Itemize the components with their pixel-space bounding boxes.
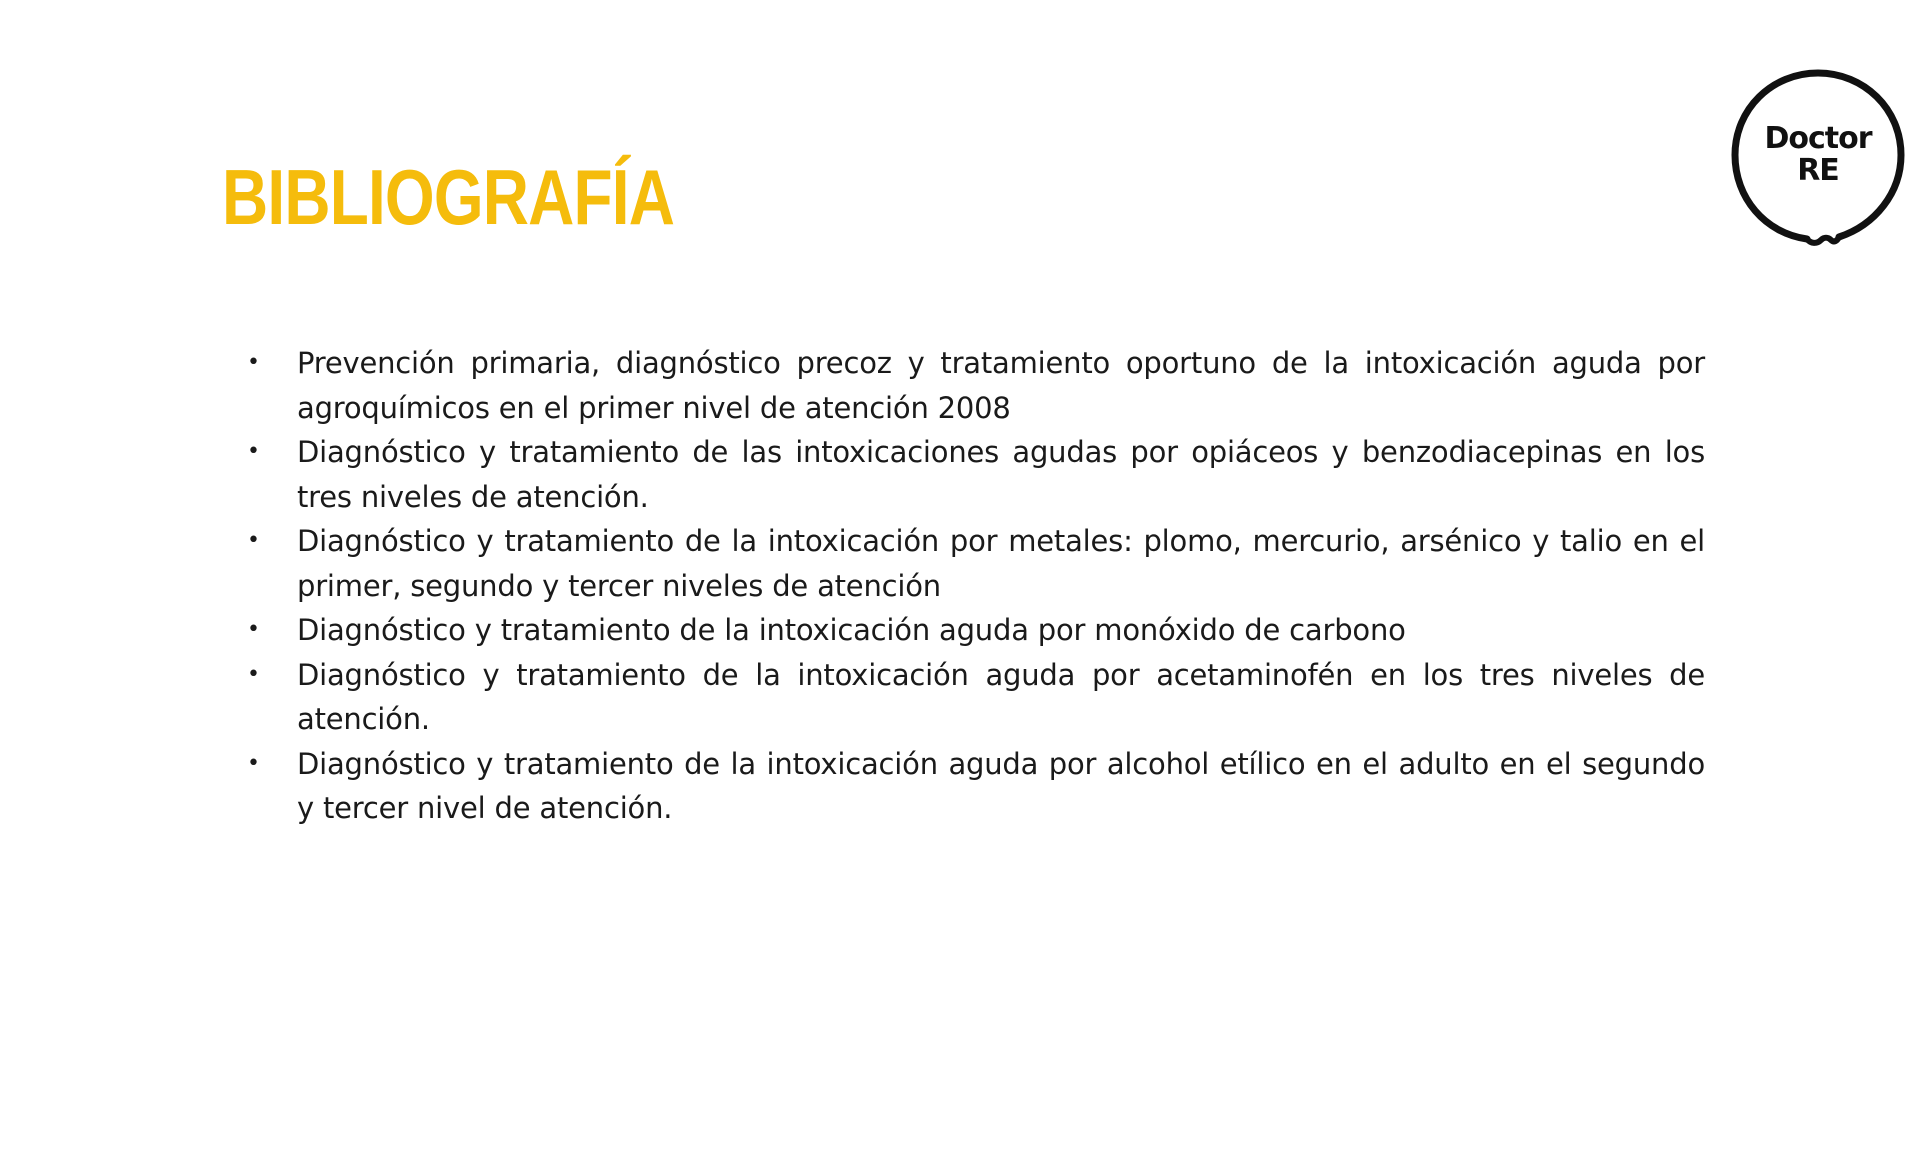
list-item bbox=[247, 608, 1705, 653]
reference-text: Diagnóstico y tratamiento de la intoxicación aguda por acetaminofén en los tres niveles de atención. bbox=[297, 657, 1705, 736]
list-item bbox=[247, 430, 1705, 519]
reference-text: Diagnóstico y tratamiento de la intoxicación aguda por alcohol etílico en el adulto en el segundo y tercer nivel de atención. bbox=[297, 746, 1705, 825]
reference-text: Diagnóstico y tratamiento de las intoxicaciones agudas por opiáceos y benzodiacepinas en los tres niveles de atención. bbox=[297, 435, 1705, 514]
reference-text: Diagnóstico y tratamiento de la intoxicación aguda por monóxido de carbono bbox=[297, 613, 1406, 647]
list-item bbox=[247, 341, 1705, 430]
logo-line-1: Doctor bbox=[1764, 121, 1872, 156]
bullet-icon: • bbox=[247, 750, 260, 776]
bullet-icon: • bbox=[247, 617, 260, 642]
bullet-icon: • bbox=[247, 350, 260, 375]
logo-line-2: RE bbox=[1797, 153, 1839, 188]
reference-text: Diagnóstico y tratamiento de la intoxicación por metales: plomo, mercurio, arsénico y talio en el primer, segundo y tercer niveles de atención bbox=[297, 524, 1705, 603]
doctor-re-logo bbox=[1725, 63, 1911, 249]
bullet-icon: • bbox=[247, 439, 260, 464]
logo-text bbox=[1725, 123, 1911, 187]
list-item bbox=[247, 653, 1705, 742]
reference-text: Prevención primaria, diagnóstico precoz y tratamiento oportuno de la intoxicación aguda por agroquímicos en el primer nivel de atención 2008 bbox=[297, 346, 1705, 425]
page-title: BIBLIOGRAFÍA bbox=[222, 153, 675, 241]
bibliography-list bbox=[247, 341, 1705, 831]
bullet-icon: • bbox=[247, 528, 260, 553]
bullet-icon: • bbox=[247, 661, 260, 687]
list-item bbox=[247, 742, 1705, 831]
list-item bbox=[247, 519, 1705, 608]
